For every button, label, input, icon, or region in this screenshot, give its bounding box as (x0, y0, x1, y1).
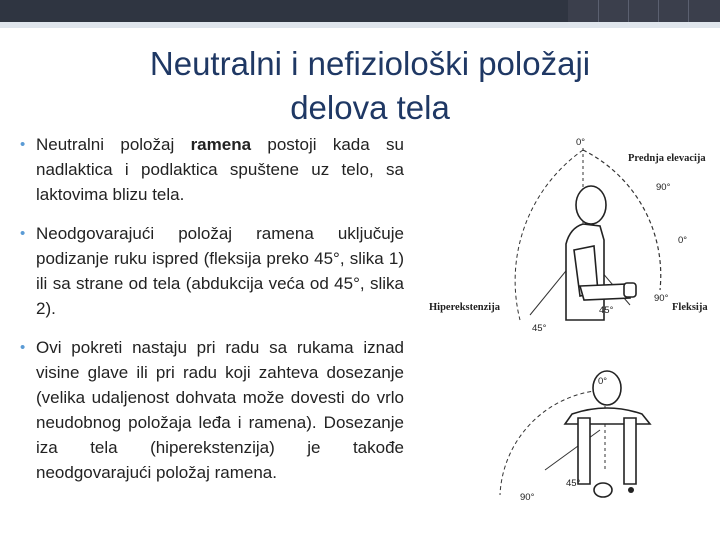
deg-45-back: 45° (532, 323, 547, 334)
hand-3 (628, 487, 634, 493)
deg-90-upper: 90° (656, 182, 671, 193)
bullet-text-post: postoji kada su nadlaktica i podlaktica spuštene uz telo, sa laktovima blizu tela. (36, 135, 404, 204)
bullet-icon: • (20, 225, 26, 242)
hand (624, 283, 636, 297)
deg-45-2: 45° (566, 478, 581, 489)
arm-2 (578, 418, 590, 484)
bullet-icon: • (20, 339, 26, 356)
bullet-icon: • (20, 136, 26, 153)
title-line-1: Neutralni i nefiziološki položaji (149, 45, 591, 82)
bullet-text-pre: Neutralni položaj (36, 135, 191, 154)
deg-45-front: 45° (599, 305, 614, 316)
deg-90-right: 90° (654, 293, 669, 304)
deg-0-right: 0° (678, 235, 688, 246)
bullet-text: Ovi pokreti nastaju pri radu sa rukama iznad visine glave ili pri radu koji zahteva dosezanje (velika udaljenost dohvata može dovesti do vrlo neudobnog položaja leđa i ramena). Dosezanje iza tela (hiperekstenzija) je takođe neodgovarajući položaj ramena. (36, 338, 404, 482)
arm-2b (624, 418, 636, 484)
head (576, 186, 606, 224)
forearm (580, 284, 630, 300)
hyperextension-label: Hiperekstenzija (429, 302, 500, 313)
deg-90-2: 90° (520, 492, 535, 503)
elevation-label: Prednja elevacija (628, 153, 706, 164)
bullet-text: Neodgovarajući položaj ramena uključuje podizanje ruku ispred (fleksija preko 45°, slika 1) ili sa strane od tela (abdukcija veća od 45°, slika 2). (36, 224, 404, 318)
flexion-label: Fleksija (672, 302, 708, 313)
deg-0-top-2: 0° (598, 376, 608, 387)
figure-forward-elevation (429, 137, 708, 334)
bullet-text-bold: ramena (190, 135, 252, 154)
deg-0-top: 0° (576, 137, 586, 148)
hand-2 (594, 483, 612, 497)
abduction-line (545, 430, 600, 470)
figure-abduction (500, 371, 650, 503)
title-line-2: delova tela (290, 89, 450, 126)
